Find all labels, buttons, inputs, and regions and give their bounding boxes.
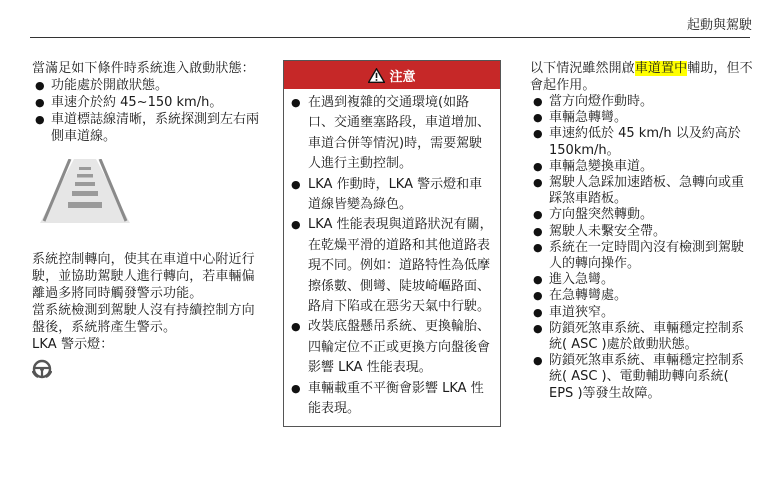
list-item: ● 方向盤突然轉動。: [530, 207, 754, 223]
caution-box: [283, 60, 501, 427]
lane-centering-highlight: 車道置中: [634, 61, 688, 76]
warning-triangle-icon: [368, 68, 385, 83]
list-item: ● 車輛急轉彎。: [530, 110, 754, 126]
intro-text-after: 輔助，但不會起作用。: [530, 61, 753, 93]
page-section-title: 起動與駕駛: [686, 18, 752, 33]
activation-conditions-list: [32, 77, 264, 145]
intro-text-before: 以下情況雖然開啟: [530, 61, 635, 76]
list-item: ● 車輛急變換車道。: [530, 159, 754, 175]
activation-intro: 當滿足如下條件時系統進入啟動狀態：: [32, 61, 255, 76]
list-item: ● 車速約低於 45 km/h 以及約高於 150km/h。: [530, 126, 754, 158]
list-item: ● 當方向燈作動時。: [530, 94, 754, 110]
list-item: ● 駕駛人急踩加速踏板、急轉向或重踩煞車踏板。: [530, 175, 754, 207]
list-item: ● LKA 性能表現與道路狀況有關，在乾燥平滑的道路和其他道路表現不同。例如：道路特性為低摩擦係數、側彎、陡坡崎嶇路面、路肩下陷或在惡劣天氣中行駛。: [288, 215, 494, 317]
caution-header: [284, 61, 500, 89]
list-item: ● 改裝底盤懸吊系統、更換輪胎、四輪定位不正或更換方向盤後會影響 LKA 性能表現。: [288, 317, 494, 378]
steering-wheel-hands-icon: [32, 359, 52, 379]
list-item: ● LKA 作動時，LKA 警示燈和車道線皆變為綠色。: [288, 175, 494, 216]
list-item: ● 車速介於約 45~150 km/h。: [32, 94, 264, 111]
list-item: ● 駕駛人未繫安全帶。: [530, 224, 754, 240]
list-item: ● 防鎖死煞車系統、車輛穩定控制系統( ASC )、電動輔助轉向系統( EPS )等發生故障。: [530, 353, 754, 402]
warning-condition-text: 當系統檢測到駕駛人沒有持續控制方向盤後，系統將產生警示。: [32, 303, 255, 335]
lka-warning-label: LKA 警示燈：: [32, 337, 114, 352]
inactive-intro: [530, 60, 754, 94]
list-item: ● 車道狹窄。: [530, 305, 754, 321]
list-item: ● 防鎖死煞車系統、車輛穩定控制系統( ASC )處於啟動狀態。: [530, 321, 754, 353]
caution-list: [288, 93, 494, 420]
system-control-text: 系統控制轉向，使其在車道中心附近行駛，並協助駕駛人進行轉向，若車輛偏離過多將同時觸發警示功能。: [32, 252, 255, 301]
left-column: [32, 60, 264, 383]
list-item: ● 在遇到複雜的交通環境(如路口、交通壅塞路段，車道增加、車道合併等情況)時，需要駕駛人進行主動控制。: [288, 93, 494, 175]
list-item: ● 系統在一定時間內沒有檢測到駕駛人的轉向操作。: [530, 240, 754, 272]
list-item: ● 在急轉彎處。: [530, 288, 754, 304]
inactive-conditions-list: [530, 94, 754, 402]
header-divider: [30, 37, 750, 38]
caution-title: 注意: [389, 69, 416, 85]
right-column: [530, 60, 754, 402]
list-item: ● 功能處於開啟狀態。: [32, 77, 264, 94]
list-item: ● 進入急彎。: [530, 272, 754, 288]
lane-centering-icon: [40, 159, 130, 223]
list-item: ● 車道標誌線清晰，系統探測到左右兩側車道線。: [32, 111, 264, 145]
list-item: ● 車輛載重不平衡會影響 LKA 性能表現。: [288, 379, 494, 420]
